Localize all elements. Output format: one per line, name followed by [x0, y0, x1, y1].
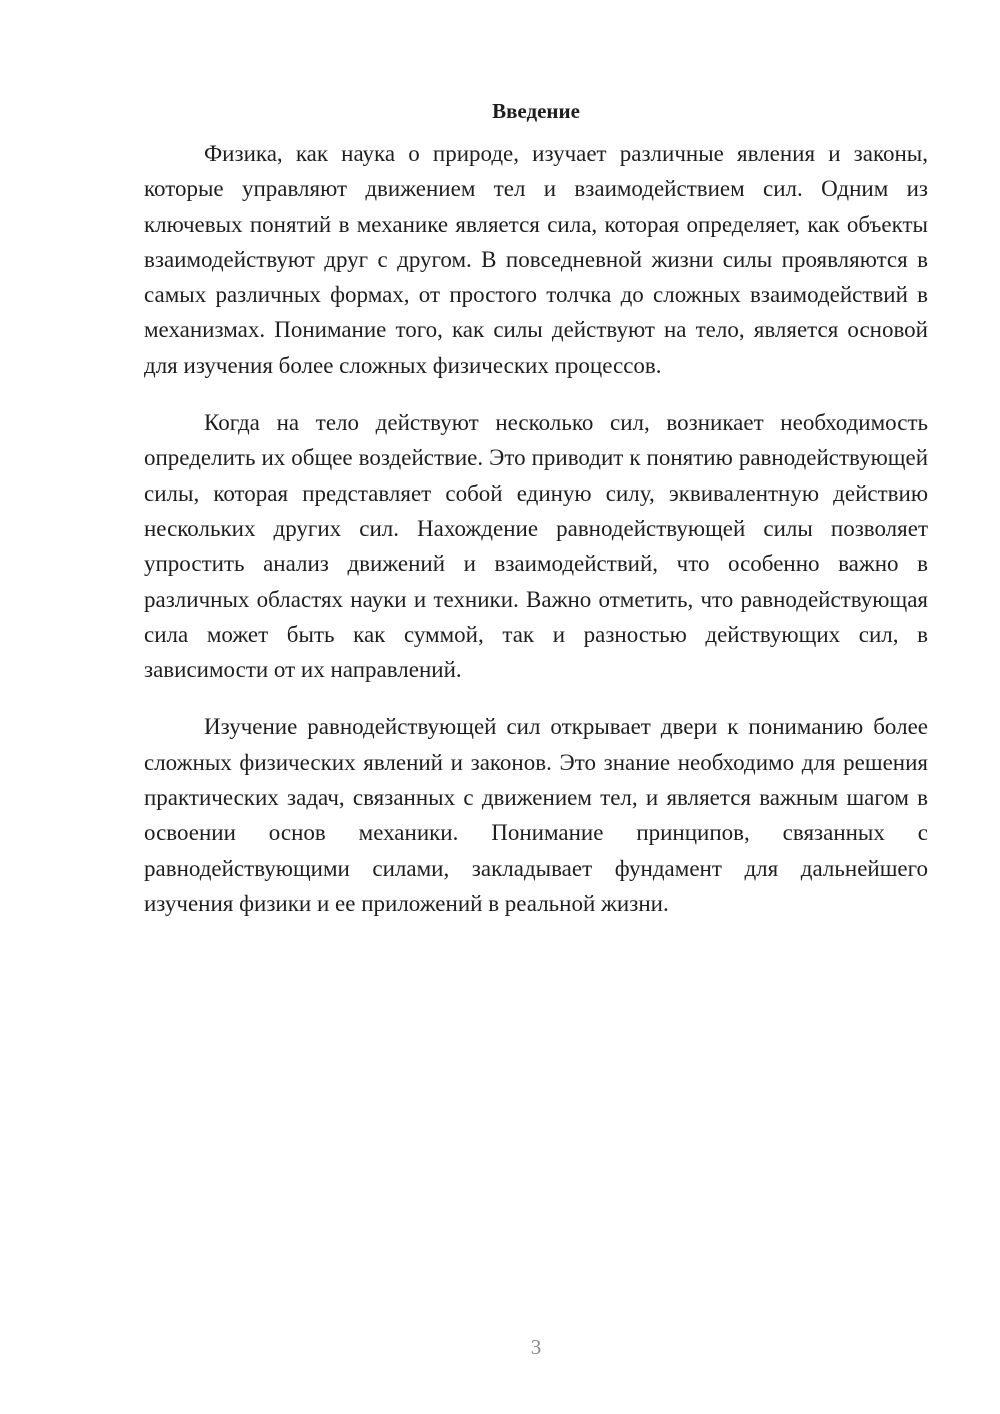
paragraph-3: Изучение равнодействующей сил открывает двери к пониманию более сложных физических явлений и законов. Это знание необходимо для решения практических задач, связанных с движением тел, и является важным шагом в освоении основ механики. Понимание принципов, связанных с равнодействующими силами, закладывает фундамент для дальнейшего изучения физики и ее приложений в реальной жизни.	[144, 714, 928, 916]
page-number: 3	[530, 1335, 542, 1359]
page-body	[144, 96, 928, 943]
paragraph-2: Когда на тело действуют несколько сил, возникает необходимость определить их общее воздействие. Это приводит к понятию равнодействующей силы, которая представляет собой единую силу, эквивалентную действию нескольких других сил. Нахождение равнодействующей силы позволяет упростить анализ движений и взаимодействий, что особенно важно в различных областях науки и техники. Важно отметить, что равнодействующая сила может быть как суммой, так и разностью действующих сил, в зависимости от их направлений.	[144, 410, 928, 683]
paragraph-1: Физика, как наука о природе, изучает различные явления и законы, которые управляют движением тел и взаимодействием сил. Одним из ключевых понятий в механике является сила, которая определяет, как объекты взаимодействуют друг с другом. В повседневной жизни силы проявляются в самых различных формах, от простого толчка до сложных взаимодействий в механизмах. Понимание того, как силы действуют на тело, является основой для изучения более сложных физических процессов.	[144, 141, 928, 378]
section-heading: Введение	[492, 99, 580, 123]
